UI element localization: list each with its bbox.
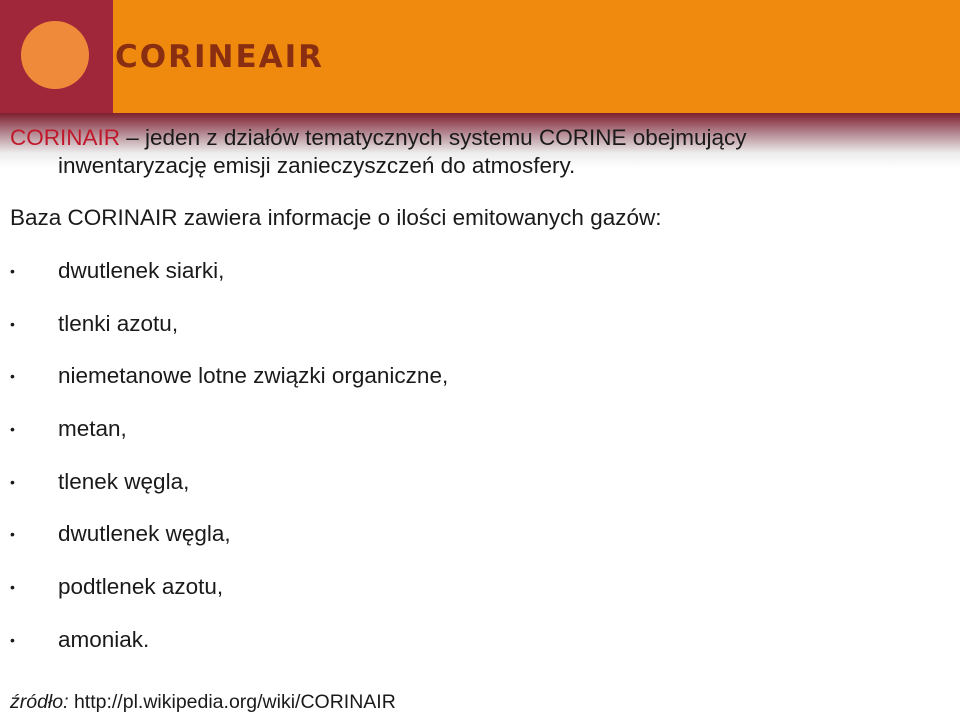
bullet-icon: • (10, 579, 15, 596)
bullet-icon: • (10, 315, 15, 332)
gas-item-text: tlenek węgla, (58, 468, 190, 494)
bullet-icon: • (10, 526, 15, 543)
bullet-icon: • (10, 631, 15, 648)
source-url: http://pl.wikipedia.org/wiki/CORINAIR (68, 691, 396, 713)
gas-item-text: niemetanowe lotne związki organiczne, (58, 363, 449, 389)
base-description: Baza CORINAIR zawiera informacje o ilości emitowanych gazów: (10, 205, 662, 230)
header-title: CORINEAIR (115, 39, 325, 75)
intro-line1-text: – jeden z działów tematycznych systemu CORINE obejmujący (120, 125, 747, 150)
gas-item-text: amoniak. (58, 626, 150, 652)
bullet-icon: • (10, 368, 15, 385)
logo-block (0, 0, 113, 113)
header-banner (0, 0, 960, 113)
bullet-icon: • (10, 263, 15, 279)
gas-item-text: dwutlenek siarki, (58, 258, 225, 283)
gas-item-text: podtlenek azotu, (58, 574, 224, 600)
source-label: źródło: (10, 691, 69, 713)
intro-paragraph (10, 124, 950, 180)
intro-line2-text: inwentaryzację emisji zanieczyszczeń do atmosfery. (58, 153, 576, 178)
logo-circle-icon (21, 21, 89, 89)
gas-item-text: tlenki azotu, (58, 310, 179, 336)
gas-item-text: dwutlenek węgla, (58, 521, 231, 547)
intro-lead-term: CORINAIR (10, 125, 121, 150)
bullet-icon: • (10, 421, 15, 438)
source-citation (10, 690, 396, 714)
bullet-icon: • (10, 473, 15, 490)
gas-item-text: metan, (58, 416, 127, 442)
